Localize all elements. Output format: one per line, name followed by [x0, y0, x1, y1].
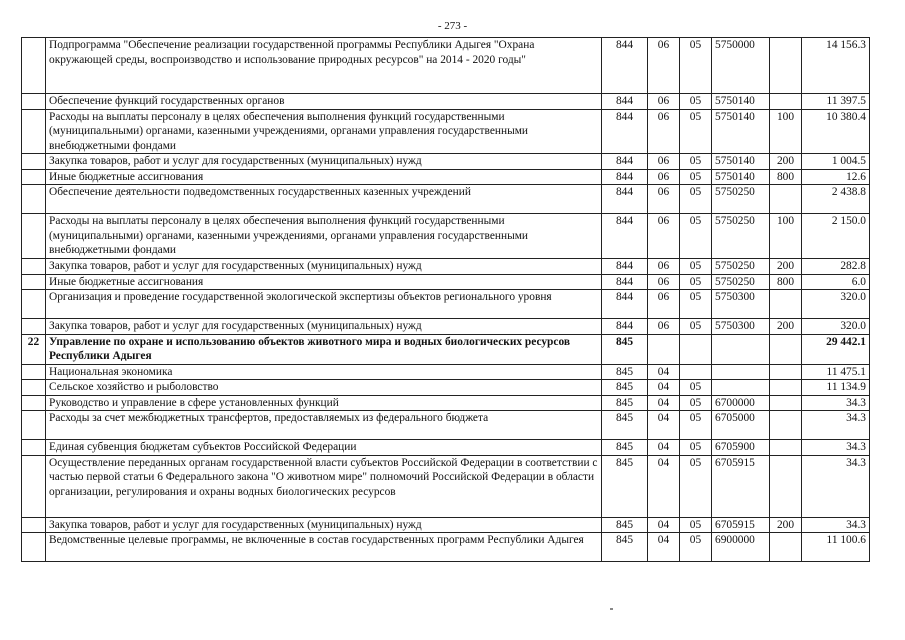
target-article-code [712, 380, 770, 396]
row-number [22, 440, 46, 456]
row-name: Расходы за счет межбюджетных трансфертов, предоставляемых из федерального бюджета [46, 411, 602, 440]
subsection-code: 05 [680, 411, 712, 440]
amount: 34.3 [802, 411, 870, 440]
section-code: 06 [648, 109, 680, 154]
section-code: 06 [648, 38, 680, 94]
page-number: - 273 - [437, 20, 468, 32]
section-code: 06 [648, 185, 680, 214]
table-row [22, 440, 870, 456]
section-code: 04 [648, 440, 680, 456]
expense-type-code [770, 411, 802, 440]
row-name: Руководство и управление в сфере установленных функций [46, 395, 602, 411]
subsection-code: 05 [680, 274, 712, 290]
expense-type-code [770, 185, 802, 214]
subsection-code: 05 [680, 214, 712, 259]
ved-code: 845 [602, 455, 648, 517]
table-row [22, 364, 870, 380]
expense-type-code: 200 [770, 319, 802, 335]
section-code: 06 [648, 169, 680, 185]
subsection-code: 05 [680, 319, 712, 335]
row-number [22, 319, 46, 335]
row-number [22, 517, 46, 533]
amount: 2 150.0 [802, 214, 870, 259]
row-number [22, 274, 46, 290]
subsection-code: 05 [680, 94, 712, 110]
table-row [22, 319, 870, 335]
row-name: Расходы на выплаты персоналу в целях обеспечения выполнения функций государственными (муниципальными) органами, казенными учреждениями, органами управления государственными внебюджетными фондами [46, 214, 602, 259]
subsection-code: 05 [680, 455, 712, 517]
ved-code: 844 [602, 185, 648, 214]
table-row [22, 94, 870, 110]
amount: 14 156.3 [802, 38, 870, 94]
target-article-code: 5750300 [712, 290, 770, 319]
target-article-code: 5750140 [712, 109, 770, 154]
section-code: 06 [648, 214, 680, 259]
row-name: Обеспечение функций государственных органов [46, 94, 602, 110]
section-code: 06 [648, 259, 680, 275]
amount: 11 100.6 [802, 533, 870, 562]
subsection-code: 05 [680, 154, 712, 170]
target-article-code [712, 364, 770, 380]
amount: 2 438.8 [802, 185, 870, 214]
ved-code: 844 [602, 38, 648, 94]
ved-code: 845 [602, 334, 648, 364]
amount: 12.6 [802, 169, 870, 185]
table-row [22, 274, 870, 290]
budget-table [21, 37, 870, 562]
row-name: Подпрограмма "Обеспечение реализации государственной программы Республики Адыгея "Охрана окружающей среды, воспроизводство и использование природных ресурсов" на 2014 - 2020 годы" [46, 38, 602, 94]
target-article-code [712, 334, 770, 364]
target-article-code: 5750140 [712, 154, 770, 170]
expense-type-code [770, 440, 802, 456]
row-number [22, 214, 46, 259]
row-name: Осуществление переданных органам государственной власти субъектов Российской Федерации в соответствии с частью первой статьи 6 Федерального закона "О животном мире" полномочий Российской Федерации в области организации, регулирования и охраны водных биологических ресурсов [46, 455, 602, 517]
amount: 34.3 [802, 395, 870, 411]
row-name: Расходы на выплаты персоналу в целях обеспечения выполнения функций государственными (муниципальными) органами, казенными учреждениями, органами управления государственными внебюджетными фондами [46, 109, 602, 154]
table-row [22, 259, 870, 275]
ved-code: 845 [602, 395, 648, 411]
section-code [648, 334, 680, 364]
target-article-code: 6705915 [712, 517, 770, 533]
ved-code: 844 [602, 169, 648, 185]
expense-type-code: 800 [770, 274, 802, 290]
ved-code: 845 [602, 440, 648, 456]
expense-type-code [770, 38, 802, 94]
table-row [22, 169, 870, 185]
row-name: Закупка товаров, работ и услуг для государственных (муниципальных) нужд [46, 517, 602, 533]
target-article-code: 6705915 [712, 455, 770, 517]
row-name: Иные бюджетные ассигнования [46, 169, 602, 185]
target-article-code: 6900000 [712, 533, 770, 562]
expense-type-code [770, 94, 802, 110]
subsection-code: 05 [680, 440, 712, 456]
row-name: Иные бюджетные ассигнования [46, 274, 602, 290]
target-article-code: 5750000 [712, 38, 770, 94]
expense-type-code [770, 533, 802, 562]
target-article-code: 5750250 [712, 185, 770, 214]
table-row [22, 185, 870, 214]
expense-type-code: 800 [770, 169, 802, 185]
row-number [22, 185, 46, 214]
amount: 34.3 [802, 455, 870, 517]
subsection-code: 05 [680, 290, 712, 319]
section-code: 04 [648, 380, 680, 396]
table-row [22, 38, 870, 94]
ved-code: 845 [602, 533, 648, 562]
expense-type-code [770, 395, 802, 411]
amount: 6.0 [802, 274, 870, 290]
ved-code: 844 [602, 259, 648, 275]
amount: 29 442.1 [802, 334, 870, 364]
ved-code: 844 [602, 154, 648, 170]
amount: 11 397.5 [802, 94, 870, 110]
subsection-code: 05 [680, 533, 712, 562]
row-name: Национальная экономика [46, 364, 602, 380]
ved-code: 845 [602, 517, 648, 533]
amount: 34.3 [802, 440, 870, 456]
target-article-code: 6700000 [712, 395, 770, 411]
row-number [22, 455, 46, 517]
table-row [22, 109, 870, 154]
expense-type-code [770, 455, 802, 517]
table-row [22, 395, 870, 411]
subsection-code: 05 [680, 38, 712, 94]
row-name: Обеспечение деятельности подведомственных государственных казенных учреждений [46, 185, 602, 214]
subsection-code: 05 [680, 169, 712, 185]
subsection-code: 05 [680, 109, 712, 154]
row-number [22, 411, 46, 440]
table-row [22, 154, 870, 170]
amount: 11 134.9 [802, 380, 870, 396]
section-code: 04 [648, 533, 680, 562]
row-number [22, 38, 46, 94]
scan-speck [610, 608, 613, 610]
section-code: 06 [648, 290, 680, 319]
ved-code: 845 [602, 364, 648, 380]
subsection-code: 05 [680, 185, 712, 214]
row-name: Единая субвенция бюджетам субъектов Российской Федерации [46, 440, 602, 456]
section-code: 04 [648, 395, 680, 411]
table-row [22, 455, 870, 517]
row-name: Закупка товаров, работ и услуг для государственных (муниципальных) нужд [46, 259, 602, 275]
ved-code: 844 [602, 94, 648, 110]
row-number [22, 259, 46, 275]
subsection-code: 05 [680, 395, 712, 411]
ved-code: 845 [602, 411, 648, 440]
row-number [22, 290, 46, 319]
row-number [22, 109, 46, 154]
ved-code: 845 [602, 380, 648, 396]
amount: 320.0 [802, 319, 870, 335]
amount: 34.3 [802, 517, 870, 533]
expense-type-code: 100 [770, 214, 802, 259]
row-name: Управление по охране и использованию объектов животного мира и водных биологических ресурсов Республики Адыгея [46, 334, 602, 364]
target-article-code: 5750250 [712, 259, 770, 275]
row-number [22, 364, 46, 380]
target-article-code: 5750250 [712, 274, 770, 290]
amount: 282.8 [802, 259, 870, 275]
expense-type-code [770, 334, 802, 364]
row-number [22, 154, 46, 170]
row-number [22, 169, 46, 185]
row-number [22, 380, 46, 396]
row-name: Закупка товаров, работ и услуг для государственных (муниципальных) нужд [46, 319, 602, 335]
target-article-code: 6705000 [712, 411, 770, 440]
table-row [22, 517, 870, 533]
expense-type-code: 200 [770, 259, 802, 275]
target-article-code: 5750250 [712, 214, 770, 259]
amount: 1 004.5 [802, 154, 870, 170]
section-code: 06 [648, 274, 680, 290]
ved-code: 844 [602, 274, 648, 290]
table-row [22, 290, 870, 319]
row-number: 22 [22, 334, 46, 364]
subsection-code: 05 [680, 380, 712, 396]
ved-code: 844 [602, 290, 648, 319]
ved-code: 844 [602, 214, 648, 259]
row-number [22, 395, 46, 411]
expense-type-code: 200 [770, 154, 802, 170]
row-number [22, 533, 46, 562]
target-article-code: 5750140 [712, 169, 770, 185]
section-code: 04 [648, 411, 680, 440]
section-code: 04 [648, 364, 680, 380]
section-code: 04 [648, 455, 680, 517]
amount: 320.0 [802, 290, 870, 319]
subsection-code: 05 [680, 517, 712, 533]
table-row [22, 380, 870, 396]
expense-type-code [770, 364, 802, 380]
table-row [22, 334, 870, 364]
expense-type-code [770, 290, 802, 319]
row-name: Организация и проведение государственной экологической экспертизы объектов регионального уровня [46, 290, 602, 319]
expense-type-code: 100 [770, 109, 802, 154]
subsection-code [680, 334, 712, 364]
row-name: Ведомственные целевые программы, не включенные в состав государственных программ Республики Адыгея [46, 533, 602, 562]
ved-code: 844 [602, 319, 648, 335]
table-row [22, 411, 870, 440]
target-article-code: 6705900 [712, 440, 770, 456]
row-name: Закупка товаров, работ и услуг для государственных (муниципальных) нужд [46, 154, 602, 170]
table-row [22, 533, 870, 562]
row-number [22, 94, 46, 110]
target-article-code: 5750140 [712, 94, 770, 110]
target-article-code: 5750300 [712, 319, 770, 335]
row-name: Сельское хозяйство и рыболовство [46, 380, 602, 396]
section-code: 06 [648, 319, 680, 335]
expense-type-code: 200 [770, 517, 802, 533]
table-body [22, 38, 870, 562]
subsection-code: 05 [680, 259, 712, 275]
amount: 10 380.4 [802, 109, 870, 154]
table-row [22, 214, 870, 259]
section-code: 06 [648, 154, 680, 170]
section-code: 06 [648, 94, 680, 110]
subsection-code [680, 364, 712, 380]
amount: 11 475.1 [802, 364, 870, 380]
section-code: 04 [648, 517, 680, 533]
ved-code: 844 [602, 109, 648, 154]
expense-type-code [770, 380, 802, 396]
